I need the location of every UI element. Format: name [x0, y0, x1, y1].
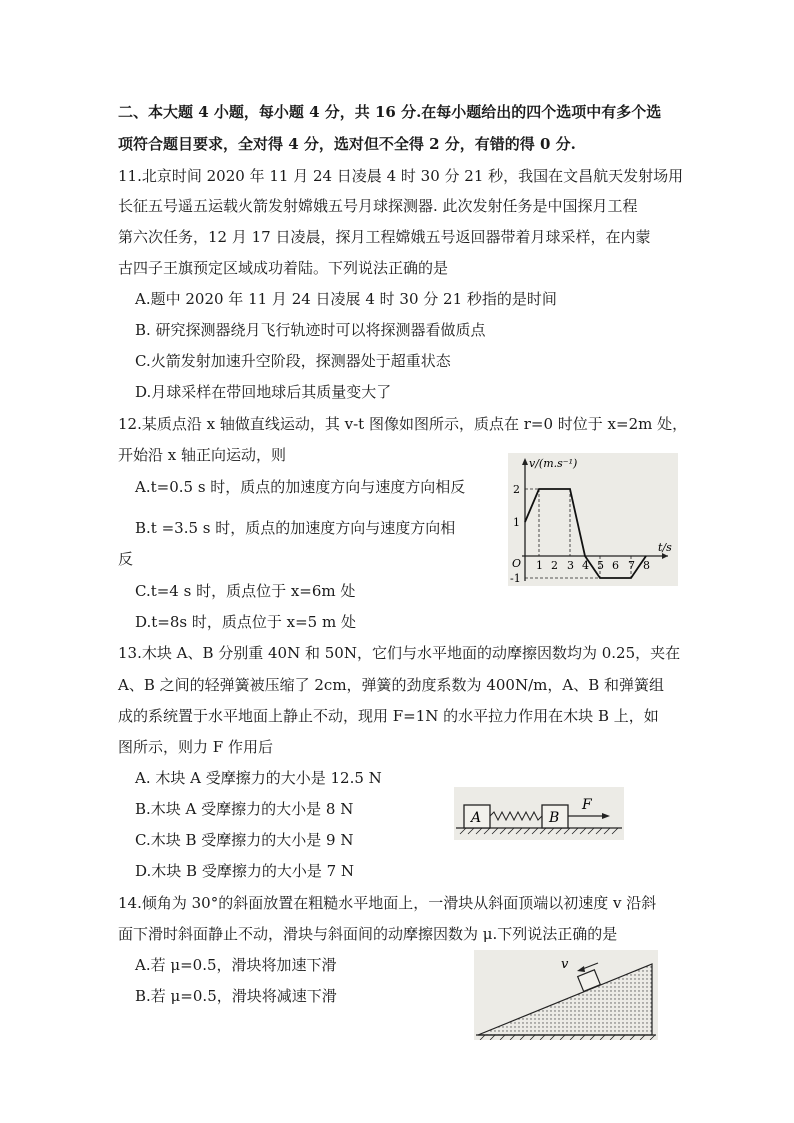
- q12-stem-line2: 开始沿 x 轴正向运动，则: [118, 446, 286, 464]
- spring: [490, 812, 542, 820]
- block-a-label: A: [471, 810, 482, 826]
- velocity-label: v: [561, 957, 569, 972]
- y-tick-2: 2: [513, 483, 520, 496]
- q12-option-b-cont: 反: [118, 550, 134, 568]
- q12-option-c: C.t=4 s 时，质点位于 x=6m 处: [135, 582, 356, 600]
- q13-option-b: B.木块 A 受摩擦力的大小是 8 N: [135, 800, 354, 818]
- y-tick-1: 1: [513, 516, 520, 529]
- x-tick-5: 5: [597, 559, 604, 572]
- q13-option-c: C.木块 B 受摩擦力的大小是 9 N: [135, 831, 354, 849]
- q12-stem-line1: 12.某质点沿 x 轴做直线运动，其 v-t 图像如图所示，质点在 r=0 时位于 x=2m 处，: [118, 415, 688, 433]
- x-tick-7: 7: [628, 559, 635, 572]
- origin-label: O: [512, 557, 522, 570]
- force-arrowhead: [602, 813, 610, 819]
- spring-blocks-figure: [454, 787, 624, 840]
- q14-option-b: B.若 μ=0.5，滑块将减速下滑: [135, 987, 337, 1005]
- q12-option-b: B.t =3.5 s 时，质点的加速度方向与速度方向相: [135, 519, 456, 537]
- q13-stem-line1: 13.木块 A、B 分别重 40N 和 50N，它们与水平地面的动摩擦因数均为 0.25，夹在: [118, 644, 681, 662]
- spring-blocks-diagram: [454, 787, 624, 840]
- q14-option-a: A.若 μ=0.5，滑块将加速下滑: [135, 956, 337, 974]
- velocity-arrowhead: [577, 966, 585, 972]
- incline-figure: [474, 950, 658, 1040]
- x-tick-8: 8: [643, 559, 650, 572]
- q13-stem-line4: 图所示，则力 F 作用后: [118, 738, 273, 756]
- ground-hatch: [460, 828, 618, 834]
- q11-option-c: C.火箭发射加速升空阶段，探测器处于超重状态: [135, 352, 451, 370]
- x-tick-4: 4: [582, 559, 589, 572]
- q11-stem-line4: 古四子王旗预定区域成功着陆。下列说法正确的是: [118, 259, 449, 277]
- x-tick-6: 6: [612, 559, 619, 572]
- q14-stem-line2: 面下滑时斜面静止不动，滑块与斜面间的动摩擦因数为 μ.下列说法正确的是: [118, 925, 618, 943]
- incline-ground-hatch: [480, 1035, 655, 1040]
- block-b-label: B: [549, 810, 560, 826]
- vt-graph-figure: [508, 453, 678, 586]
- x-tick-1: 1: [536, 559, 543, 572]
- x-tick-2: 2: [551, 559, 558, 572]
- q11-option-a: A.题中 2020 年 11 月 24 日凌展 4 时 30 分 21 秒指的是时间: [135, 290, 557, 308]
- q11-stem-line1: 11.北京时间 2020 年 11 月 24 日凌晨 4 时 30 分 21 秒，我国在文昌航天发射场用: [118, 167, 684, 185]
- q13-stem-line3: 成的系统置于水平地面上静止不动，现用 F=1N 的水平拉力作用在木块 B 上，如: [118, 707, 659, 725]
- incline-diagram: [474, 950, 658, 1040]
- q13-stem-line2: A、B 之间的轻弹簧被压缩了 2cm，弹簧的劲度系数为 400N/m，A、B 和弹簧组: [118, 676, 664, 694]
- force-label: F: [582, 797, 592, 813]
- q14-stem-line1: 14.倾角为 30°的斜面放置在粗糙水平地面上，一滑块从斜面顶端以初速度 v 沿斜: [118, 894, 657, 912]
- y-axis-arrow: [522, 458, 528, 465]
- x-axis-label: t/s: [658, 541, 672, 554]
- y-tick-neg1: -1: [510, 572, 521, 585]
- incline-wedge: [478, 964, 652, 1035]
- q13-option-a: A. 木块 A 受摩擦力的大小是 12.5 N: [135, 769, 382, 787]
- q13-option-d: D.木块 B 受摩擦力的大小是 7 N: [135, 862, 355, 880]
- q11-option-b: B. 研究探测器绕月飞行轨迹时可以将探测器看做质点: [135, 321, 486, 339]
- q12-option-d: D.t=8s 时，质点位于 x=5 m 处: [135, 613, 356, 631]
- y-axis-label: v/(m.s⁻¹): [529, 457, 578, 470]
- q11-stem-line2: 长征五号遥五运载火箭发射嫦娥五号月球探测器. 此次发射任务是中国探月工程: [118, 197, 638, 215]
- vt-graph: [508, 453, 678, 586]
- section-header-line2: 项符合题目要求，全对得 4 分，选对但不全得 2 分，有错的得 0 分.: [118, 135, 576, 153]
- q11-option-d: D.月球采样在带回地球后其质量变大了: [135, 383, 392, 401]
- q11-stem-line3: 第六次任务，12 月 17 日凌晨，探月工程嫦娥五号返回器带着月球采样，在内蒙: [118, 228, 651, 246]
- x-tick-3: 3: [567, 559, 574, 572]
- q12-option-a: A.t=0.5 s 时，质点的加速度方向与速度方向相反: [135, 478, 466, 496]
- section-header-line1: 二、本大题 4 小题，每小题 4 分，共 16 分.在每小题给出的四个选项中有多个选: [118, 103, 662, 121]
